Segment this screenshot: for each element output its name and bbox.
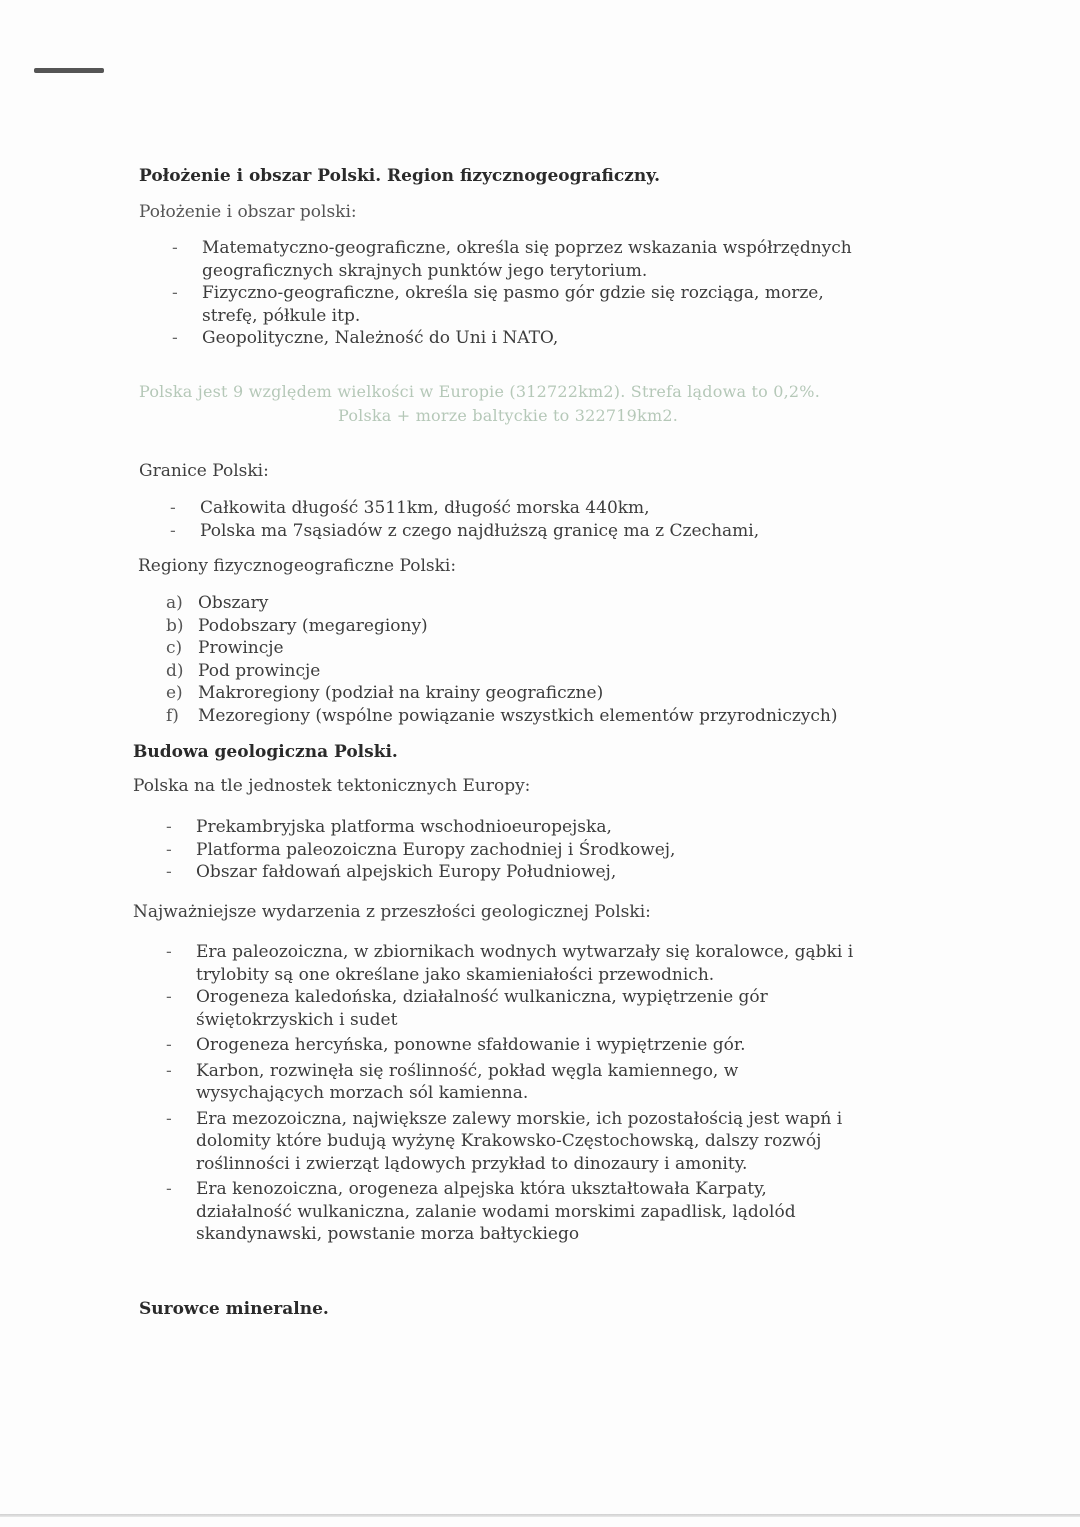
geology-subtitle: Polska na tle jednostek tektonicznych Europy: (133, 776, 531, 796)
list-item: - Geopolityczne, Należność do Uni i NATO, (172, 328, 559, 348)
section-subtitle-location: Położenie i obszar polski: (139, 202, 357, 222)
list-item: - Era mezozoiczna, największe zalewy morskie, ich pozostałością jest wapń i dolomity które budują wyżynę Krakowsko-Częstochowską, dalszy rozwój roślinności i zwierząt lądowych przykład to dinozaury i amonity. (166, 1108, 843, 1174)
regions-list (166, 592, 838, 727)
list-item: - Era kenozoiczna, orogeneza alpejska która ukształtowała Karpaty, działalność wulkaniczna, zalanie wodami morskimi zapadlisk, lądolód skandynawski, powstanie morza bałtyckiego (166, 1179, 796, 1244)
faded-note-line1: Polska jest 9 względem wielkości w Europie (312722km2). Strefa lądowa to 0,2%. (139, 382, 820, 401)
tectonic-units-list (166, 816, 676, 884)
scan-mark (34, 68, 104, 73)
list-item: - Era paleozoiczna, w zbiornikach wodnych wytwarzały się koralowce, gąbki i trylobity są one określane jako skamieniałości przewodnich. (166, 942, 854, 985)
section-title-minerals: Surowce mineralne. (139, 1299, 329, 1319)
section-title-location: Położenie i obszar Polski. Region fizycznogeograficzny. (139, 166, 661, 186)
geology-events-title: Najważniejsze wydarzenia z przeszłości geologicznej Polski: (133, 902, 651, 922)
list-item: - Obszar fałdowań alpejskich Europy Południowej, (166, 862, 617, 882)
list-item: e) Makroregiony (podział na krainy geograficzne) (166, 683, 604, 703)
list-item: c) Prowincje (166, 638, 284, 658)
list-item: - Karbon, rozwinęła się roślinność, pokład węgla kamiennego, w wysychających morzach sól kamienna. (166, 1060, 739, 1103)
list-item: - Matematyczno-geograficzne, określa się poprzez wskazania współrzędnych geograficznych skrajnych punktów jego terytorium. (172, 238, 852, 281)
list-item: - Fizyczno-geograficzne, określa się pasmo gór gdzie się rozciąga, morze, strefę, półkule itp. (172, 283, 824, 326)
borders-title: Granice Polski: (139, 461, 269, 481)
list-item: b) Podobszary (megaregiony) (166, 615, 428, 636)
section-title-geology: Budowa geologiczna Polski. (133, 742, 398, 762)
list-item: - Platforma paleozoiczna Europy zachodniej i Środkowej, (166, 839, 676, 860)
regions-title: Regiony fizycznogeograficzne Polski: (138, 556, 457, 576)
list-item: - Prekambryjska platforma wschodnioeuropejska, (166, 817, 612, 837)
location-list (172, 237, 852, 350)
list-item: - Całkowita długość 3511km, długość morska 440km, (170, 498, 650, 518)
list-item: - Polska ma 7sąsiadów z czego najdłuższą granicę ma z Czechami, (170, 520, 760, 541)
faded-note-line2: Polska + morze baltyckie to 322719km2. (338, 406, 678, 425)
list-item: - Orogeneza hercyńska, ponowne sfałdowanie i wypiętrzenie gór. (166, 1035, 746, 1055)
list-item: d) Pod prowincje (166, 660, 321, 681)
geology-events-list (166, 941, 854, 1246)
list-item: - Orogeneza kaledońska, działalność wulkaniczna, wypiętrzenie gór świętokrzyskich i sudet (166, 987, 768, 1030)
list-item: f) Mezoregiony (wspólne powiązanie wszystkich elementów przyrodniczych) (166, 705, 838, 726)
list-item: a) Obszary (166, 593, 269, 613)
page-bottom-edge (0, 1514, 1080, 1517)
borders-list (170, 497, 760, 542)
